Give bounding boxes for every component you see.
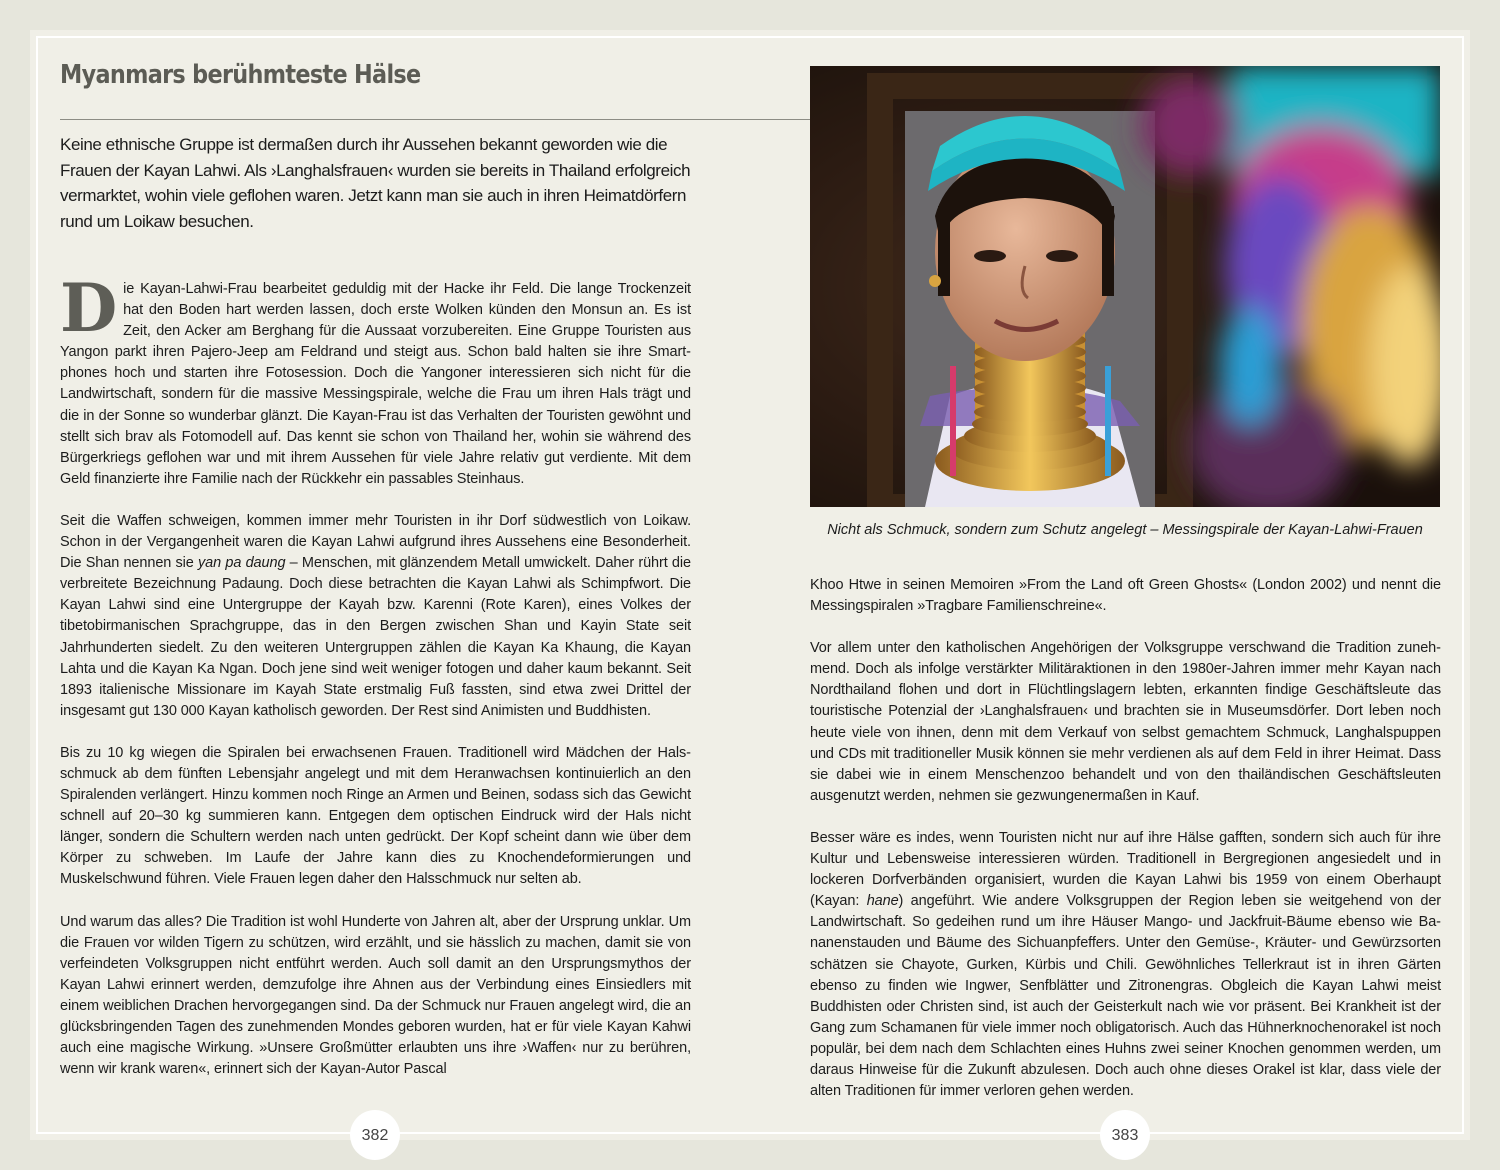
italic-term: hane [866, 893, 899, 910]
body-paragraph: Khoo Htwe in seinen Memoiren »From the Land oft Green Ghosts« (London 2002) und nennt die Messingspiralen »Tragbare Familienschreine«. [810, 577, 1441, 615]
page-number-left: 382 [350, 1110, 400, 1160]
paragraph-text: Besser wäre es indes, wenn Touristen nicht nur auf ihre Hälse gafften, sondern sich auch für ihre Kultur und Lebensweise interessieren würden. Traditionell in Bergregionen angesiedelt und in lockeren Dorfverbänden organisiert, wurden die Kayan Lahwi bis 1959 von einem Oberhaupt (Kayan: [810, 829, 1441, 910]
page-number-right: 383 [1100, 1110, 1150, 1160]
body-paragraph: Bis zu 10 kg wiegen die Spiralen bei erwachsenen Frauen. Traditionell wird Mädchen der Halsschmuck ab dem fünften Lebensjahr angelegt und mit dem Heranwachsen kontinuierlich an den Spiralenden verlängert. Hinzu kommen noch Ringe an Armen und Beinen, sodass sich das Gewicht schnell auf 20–30 kg summieren kann. Entgegen dem optischen Eindruck wird der Hals nicht länger, sondern die Schultern werden nach unten gedrückt. Der Kopf scheint dann wie über dem Körper zu schweben. Im Laufe der Jahre kann dies zu Knochendeformierungen und Muskelschwund führen. Viele Frauen legen daher den Halsschmuck nur selten ab. [60, 744, 691, 888]
article-title: Myanmars berühmteste Hälse [60, 60, 421, 90]
intro-paragraph: Keine ethnische Gruppe ist dermaßen durch ihr Aussehen bekannt geworden wie die Frauen der Kayan Lahwi. Als ›Langhalsfrauen‹ wurden sie bereits in Thailand erfolgreich vermarktet, wohin viele geflohen waren. Jetzt kann man sie auch in ihren Heimatdörfern rund um Loikaw besuchen. [60, 135, 691, 231]
left-page-body [60, 269, 691, 1101]
body-paragraph [60, 511, 691, 722]
photo-illustration [810, 66, 1440, 507]
body-paragraph: Vor allem unter den katholischen Angehörigen der Volksgruppe verschwand die Tradition zunehmend. Doch als infolge verstärkter Militäraktionen in den 1980er-Jahren immer mehr Kayan nach Nordthailand flohen und dort in Flüchtlingslagern lebten, erkannten findige Geschäftsleute das touristische Potenzial der ›Langhalsfrauen‹ und brachten sie in Museumsdörfer. Dort leben noch heute viele von ihnen, denn mit dem Verkauf von selbst gemachtem Schmuck, Langhalspuppen und CDs mit traditioneller Musik können sie mehr verdienen als auf dem Feld in ihrer Heimat. Dass sie dabei wie in einem Menschenzoo behandelt und von den thailändischen Geschäftsleuten ausgenutzt werden, nehmen sie gezwungenermaßen in Kauf. [810, 640, 1441, 804]
title-divider [60, 119, 810, 120]
body-paragraph [60, 269, 691, 490]
paragraph-text: – Menschen, mit glänzendem Metall umwickelt. Daher rührt die verbreitete Bezeichnung Padaung. Doch diese betrachten die Kayan Lahwi als Schimpfwort. Die Kayan Lahwi sind eine Untergruppe der Kayah bzw. Karenni (Rote Karen), eines Volkes der tibetobirmanischen Sprachgruppe, das in den Bergen zwischen Shan und Kayin State seit Jahrhunderten siedelt. Zu den weiteren Untergruppen zählen die Kayan Ka Khaung, die Kayan Lahta und die Kayan Ka Ngan. Doch jene sind weit weniger fotogen und daher kaum bekannt. Seit 1893 italienische Missionare im Kayah State erstmalig Fuß fassten, sind etwa zwei Drittel der insgesamt gut 130 000 Kayan katholisch geworden. Der Rest sind Animisten und Buddhisten. [60, 555, 691, 719]
body-paragraph [810, 828, 1441, 1102]
right-page-body [810, 575, 1441, 1123]
italic-term: yan pa daung [198, 555, 286, 572]
kayan-woman-photo [810, 66, 1440, 507]
paragraph-text: ) angeführt. Wie andere Volksgruppen der Region leben sie weitgehend von der Landwirtschaft. So gedeihen rund um ihre Häuser Mango- und Jackfruit-Bäume ebenso wie Bananenstauden und Bäume des Sichuanpfeffers. Unter den Gemüse-, Kräuter- und Gewürzsorten schätzen sie Chayote, Gurken, Kürbis und Chili. Gewöhnliches Tellerkraut ist in ihren Gärten ebenso zu finden wie Ingwer, Senfblätter und Zitronengras. Obgleich die Kayan Lahwi meist Buddhisten oder Christen sind, ist auch der Geisterkult nach wie vor präsent. Bei Krankheit ist der Gang zum Schamanen für viele immer noch obligatorisch. Auch das Hühnerknochenorakel ist noch populär, bei dem nach dem Schlachten eines Huhns zwei seiner Knochen genommen werden, um daraus Hinweise für die Zukunft abzulesen. Doch auch ohne dieses Orakel ist klar, dass viele der alten Traditionen für immer verloren gehen werden. [810, 893, 1442, 1100]
body-paragraph: Und warum das alles? Die Tradition ist wohl Hunderte von Jahren alt, aber der Ursprung unklar. Um die Frauen vor wilden Tigern zu schützen, wird erzählt, und sie hässlich zu machen, damit sie von verfeindeten Volksgruppen nicht entführt werden. Auch soll damit an den Ursprungsmythos der Kayan Lahwi erinnert werden, demzufolge ihre Ahnen aus der Verbindung eines Einsiedlers mit einem weiblichen Drachen hervorgegangen sind. Da der Schmuck nur Frauen angelegt wird, die an glücksbringenden Tagen des zunehmenden Mondes geboren wurden, hat er für viele Kayan Kahwi auch eine magische Wirkung. »Unsere Großmütter erlaubten uns ihre ›Waffen‹ nur zu berühren, wenn wir krank waren«, erinnert sich der Kayan-Autor Pascal [60, 913, 691, 1078]
paragraph-text: ie Kayan-Lahwi-Frau bearbeitet geduldig mit der Hacke ihr Feld. Die lange Trockenzeit hat den Boden hart werden lassen, doch erste Wolken künden den Monsun an. Es ist Zeit, den Acker am Berghang für die Aussaat vorzubereiten. Eine Gruppe Touristen aus Yangon parkt ihren Pajero-Jeep am Feldrand und steigt aus. Schon bald halten sie ihre Smartphones hoch und starten ihre Fotosession. Doch die Yangoner interessieren sich nicht für die Landwirtschaft, sondern für die massive Messingspirale, welche die Frau um ihren Hals trägt und die in der Sonne so wunderbar glänzt. Die Kayan-Frau ist das Verhalten der Touristen gewöhnt und stellt sich brav als Fotomodell auf. Das kennt sie schon von Thailand her, wohin sie während des Bürgerkriegs geflohen war und mit ihrem Aussehen für viele Jahre relativ gut verdiente. Mit dem Geld finanzierte ihre Familie nach der Rückkehr ein passables Steinhaus. [60, 281, 691, 487]
photo-caption: Nicht als Schmuck, sondern zum Schutz angelegt – Messingspirale der Kayan-Lahwi-Frauen [827, 522, 1423, 538]
drop-cap: D [60, 269, 118, 347]
paragraph-text: Seit die Waffen schweigen, kommen immer mehr Touristen in ihr Dorf südwestlich von Loikaw. Schon in der Vergangenheit waren die Kayan Lahwi aufgrund ihres Aussehens eine Besonderheit. Die Shan nennen sie [60, 512, 691, 572]
